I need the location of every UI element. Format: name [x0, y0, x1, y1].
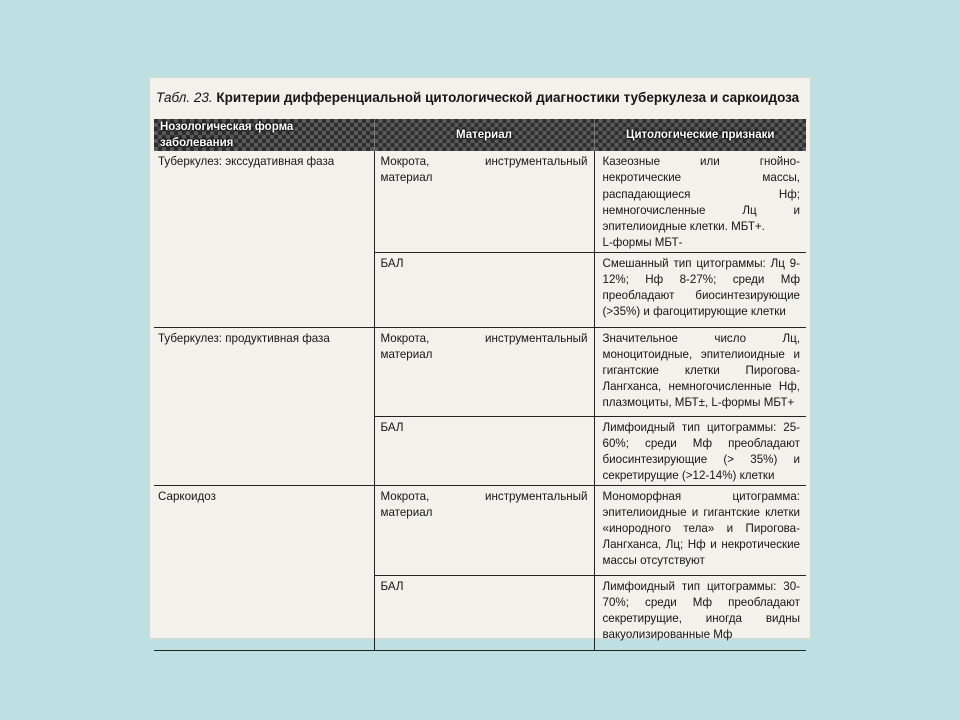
material-cell: Мокрота, инструментальный материал [374, 151, 594, 252]
header-disease-form: Нозологическая форма заболевания [154, 119, 374, 151]
table-row [154, 485, 806, 575]
signs-extra-text: L-формы МБТ- [602, 236, 683, 250]
disease-cell: Саркоидоз [154, 485, 374, 650]
disease-cell: Туберкулез: экссудативная фаза [154, 151, 374, 327]
header-material: Материал [374, 119, 594, 151]
table-header-row [154, 119, 806, 151]
document-page [150, 78, 810, 642]
material-cell: Мокрота, инструментальный материал [374, 327, 594, 416]
signs-cell: Лимфоидный тип цитограммы: 30-70%; среди Мф преобладают секретирущие, иногда видны вакуолизированные Мф [594, 575, 806, 650]
material-cell: БАЛ [374, 416, 594, 485]
signs-cell: Лимфоидный тип цитограммы: 25-60%; среди Мф преобладают биосинтезирующие (> 35%) и секретирущие (>12-14%) клетки [594, 416, 806, 485]
signs-cell: Мономорфная цитограмма: эпителиоидные и гигантские клетки «инородного тела» и Пирогова-Лангханса, Лц; Нф и некротические массы отсутствуют [594, 485, 806, 575]
disease-cell: Туберкулез: продуктивная фаза [154, 327, 374, 485]
signs-cell: Смешанный тип цитограммы: Лц 9-12%; Нф 8-27%; среди Мф преобладают биосинтезирующие (>35%) и фагоцитирующие клетки [594, 252, 806, 327]
table-caption-number: Табл. 23. [156, 90, 213, 105]
table-row [154, 151, 806, 252]
header-cytological-signs: Цитологические признаки [594, 119, 806, 151]
signs-text: Казеозные или гнойно-некротические массы, распадающиеся Нф; немногочисленные Лц и эпителиоидные клетки. МБТ+. [602, 155, 800, 234]
table-caption-title: Критерии дифференциальной цитологической диагностики туберкулеза и саркоидоза [216, 90, 800, 105]
signs-cell [594, 151, 806, 252]
material-cell: БАЛ [374, 252, 594, 327]
table-caption [156, 90, 806, 105]
diagnostic-criteria-table [154, 119, 806, 651]
material-cell: БАЛ [374, 575, 594, 650]
signs-cell: Значительное число Лц, моноцитоидные, эпителиоидные и гигантские клетки Пирогова-Лангханса, немногочисленные Нф, плазмоциты, МБТ±, L-формы МБТ+ [594, 327, 806, 416]
material-cell: Мокрота, инструментальный материал [374, 485, 594, 575]
table-row [154, 327, 806, 416]
